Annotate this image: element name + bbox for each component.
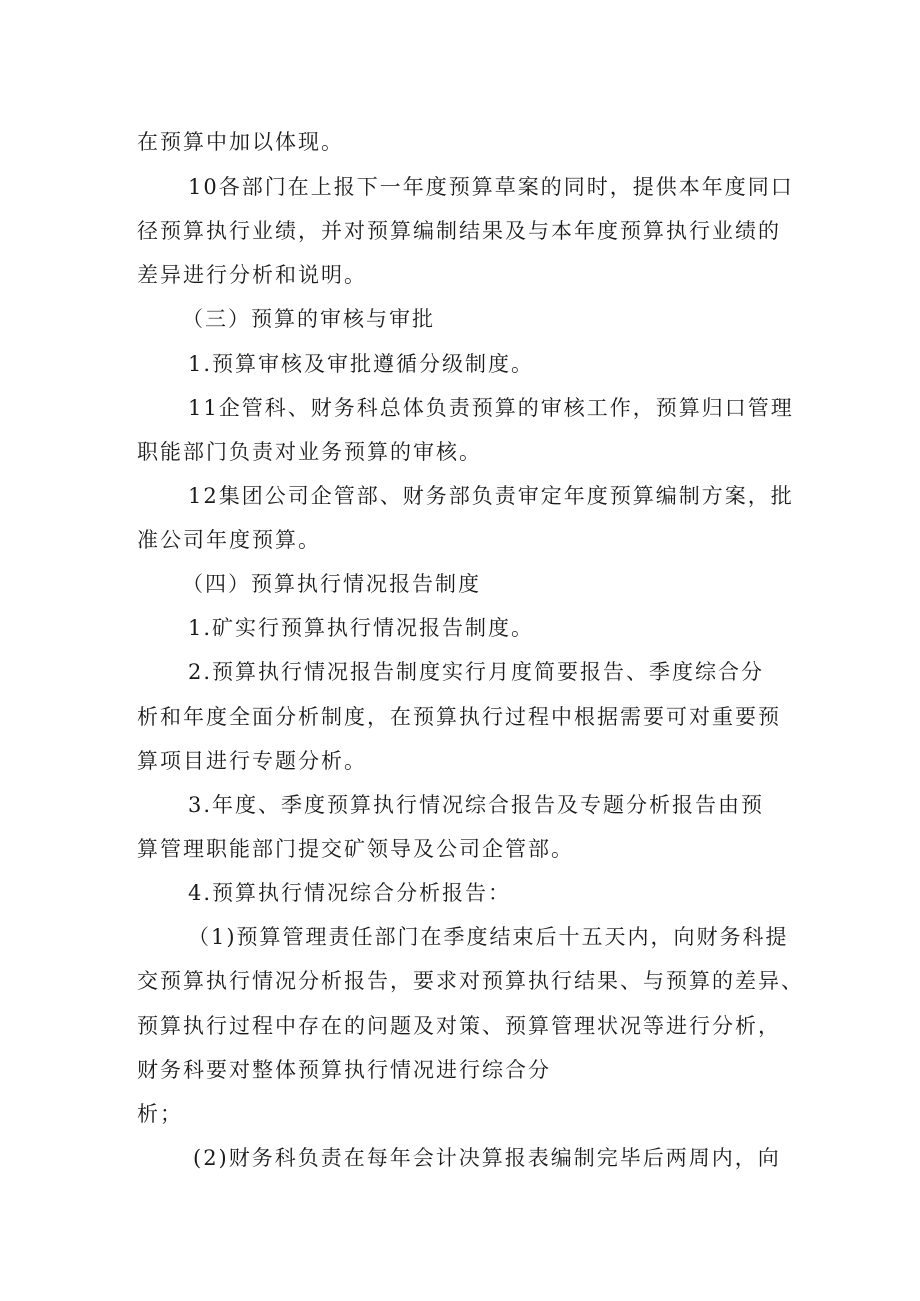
text-line: 3.年度、季度预算执行情况综合报告及专题分析报告由预 bbox=[188, 793, 765, 817]
section-heading: （四）预算执行情况报告制度 bbox=[182, 572, 481, 596]
text-line: 12集团公司企管部、财务部负责审定年度预算编制方案，批 bbox=[188, 484, 794, 508]
section-heading: （三）预算的审核与审批 bbox=[182, 307, 435, 331]
text-line: 11企管科、财务科总体负责预算的审核工作，预算归口管理 bbox=[188, 396, 794, 420]
text-line: 预算执行过程中存在的问题及对策、预算管理状况等进行分析， bbox=[137, 1014, 781, 1038]
text-line: (2)财务科负责在每年会计决算报表编制完毕后两周内，向 bbox=[193, 1146, 781, 1170]
text-line: 财务科要对整体预算执行情况进行综合分 bbox=[137, 1058, 551, 1082]
text-line: 差异进行分析和说明。 bbox=[137, 263, 367, 287]
text-line: 10各部门在上报下一年度预算草案的同时，提供本年度同口 bbox=[188, 175, 794, 199]
text-line: （1)预算管理责任部门在季度结束后十五天内，向财务科提 bbox=[188, 925, 789, 949]
text-line: 1.预算审核及审批遵循分级制度。 bbox=[188, 352, 535, 376]
text-line: 算项目进行专题分析。 bbox=[137, 749, 367, 773]
text-line: 1.矿实行预算执行情况报告制度。 bbox=[188, 616, 535, 640]
text-line: 交预算执行情况分析报告，要求对预算执行结果、与预算的差异、 bbox=[137, 969, 804, 993]
text-line: 职能部门负责对业务预算的审核。 bbox=[137, 440, 482, 464]
text-line: 析； bbox=[137, 1102, 183, 1126]
text-line: 2.预算执行情况报告制度实行月度简要报告、季度综合分 bbox=[188, 660, 765, 684]
text-line: 4.预算执行情况综合分析报告： bbox=[188, 881, 512, 905]
text-line: 析和年度全面分析制度，在预算执行过程中根据需要可对重要预 bbox=[137, 705, 781, 729]
text-line: 准公司年度预算。 bbox=[137, 528, 321, 552]
text-line: 在预算中加以体现。 bbox=[137, 130, 344, 154]
text-line: 算管理职能部门提交矿领导及公司企管部。 bbox=[137, 837, 574, 861]
text-line: 径预算执行业绩，并对预算编制结果及与本年度预算执行业绩的 bbox=[137, 219, 781, 243]
